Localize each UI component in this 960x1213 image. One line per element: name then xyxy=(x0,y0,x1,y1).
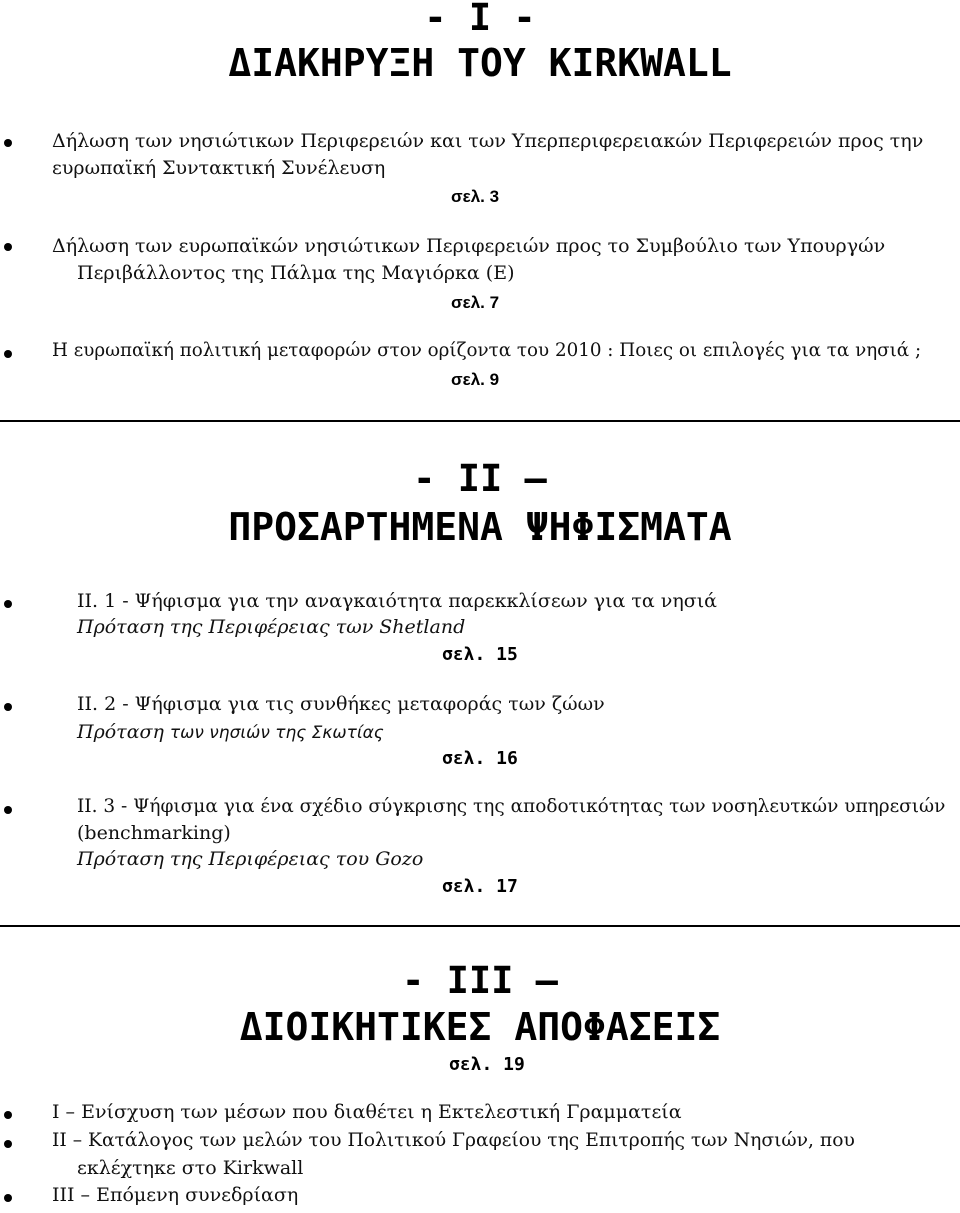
item-3-line-1: Η ευρωπαϊκή πολιτική μεταφορών στον ορίζοντα του 2010 : Ποιες οι επιλογές για τα νησιά ; xyxy=(52,340,922,361)
page-ref: σελ. 15 xyxy=(442,644,518,665)
page-ref: σελ. 7 xyxy=(451,293,500,312)
resolution-3-line-2: (benchmarking) xyxy=(77,822,231,844)
bullet xyxy=(4,243,12,251)
resolution-3-line xyxy=(77,796,945,817)
decision-1-line xyxy=(52,1101,682,1123)
section-divider xyxy=(0,925,960,927)
resolution-text: - Ψήφισμα για ένα σχέδιο σύγκρισης της αποδοτικότητας των νοσηλευτκών υπηρεσιών xyxy=(115,796,946,817)
decision-3-line xyxy=(52,1184,298,1206)
bullet xyxy=(4,1111,12,1119)
bullet xyxy=(4,600,12,608)
bullet xyxy=(4,806,12,814)
resolution-1-proposal: Πρόταση της Περιφέρειας των Shetland xyxy=(77,616,466,638)
resolution-text: - Ψήφισμα για τις συνθήκες μεταφοράς των ζώων xyxy=(116,693,605,715)
bullet xyxy=(4,703,12,711)
page-ref: σελ. 17 xyxy=(442,876,518,897)
proposal-prefix: Πρόταση xyxy=(77,721,170,743)
decision-code: II – xyxy=(52,1130,83,1151)
resolution-code: II. 1 xyxy=(77,590,117,612)
page-ref: σελ. 19 xyxy=(449,1054,525,1075)
bullet xyxy=(4,350,12,358)
resolution-3-proposal: Πρόταση της Περιφέρειας του Gozo xyxy=(77,848,424,870)
resolution-code: II. 3 xyxy=(77,796,116,817)
page-ref: σελ. 3 xyxy=(451,187,500,206)
resolution-code: II. 2 xyxy=(77,693,117,715)
section-1-title: ΔΙΑΚΗΡΥΞΗ ΤΟΥ KIRKWALL xyxy=(228,41,732,85)
resolution-2-line xyxy=(77,693,605,715)
section-2-title: ΠΡΟΣΑΡΤΗΜΕΝΑ ΨΗΦΙΣΜΑΤΑ xyxy=(228,505,732,549)
section-divider xyxy=(0,420,960,422)
decision-text: Ενίσχυση των μέσων που διαθέτει η Εκτελεστική Γραμματεία xyxy=(75,1101,682,1123)
decision-code: I – xyxy=(52,1101,76,1123)
item-2-line-2: Περιβάλλοντος της Πάλμα της Μαγιόρκα (Ε) xyxy=(77,262,515,284)
bullet xyxy=(4,139,12,147)
section-3-title: ΔΙΟΙΚΗΤΙΚΕΣ ΑΠΟΦΑΣΕΙΣ xyxy=(239,1005,721,1049)
resolution-2-proposal xyxy=(77,721,384,743)
bullet xyxy=(4,1140,12,1148)
decision-text: Κατάλογος των μελών του Πολιτικού Γραφείου της Επιτροπής των Νησιών, που xyxy=(82,1130,855,1151)
decision-2-line-2: εκλέχτηκε στο Kirkwall xyxy=(77,1157,304,1179)
section-2-number: - II – xyxy=(413,457,547,500)
resolution-1-line xyxy=(77,590,717,612)
section-1-number: - I - xyxy=(424,0,536,39)
proposal-origin: των νησιών της Σκωτίας xyxy=(169,723,384,743)
decision-code: III – xyxy=(52,1184,91,1206)
item-1-line-2: ευρωπαϊκή Συντακτική Συνέλευση xyxy=(52,157,386,179)
resolution-text: - Ψήφισμα για την αναγκαιότητα παρεκκλίσεων για τα νησιά xyxy=(116,590,717,612)
decision-2-line xyxy=(52,1130,855,1151)
bullet xyxy=(4,1194,12,1202)
page-ref: σελ. 9 xyxy=(451,370,500,389)
item-2-line-1: Δήλωση των ευρωπαϊκών νησιώτικων Περιφερειών προς το Συμβούλιο των Υπουργών xyxy=(52,235,886,257)
page-ref: σελ. 16 xyxy=(442,748,518,769)
decision-text: Επόμενη συνεδρίαση xyxy=(90,1184,299,1206)
section-3-number: - III – xyxy=(402,959,558,1002)
item-1-line-1: Δήλωση των νησιώτικων Περιφερειών και των Υπερπεριφερειακών Περιφερειών προς την xyxy=(52,130,924,152)
